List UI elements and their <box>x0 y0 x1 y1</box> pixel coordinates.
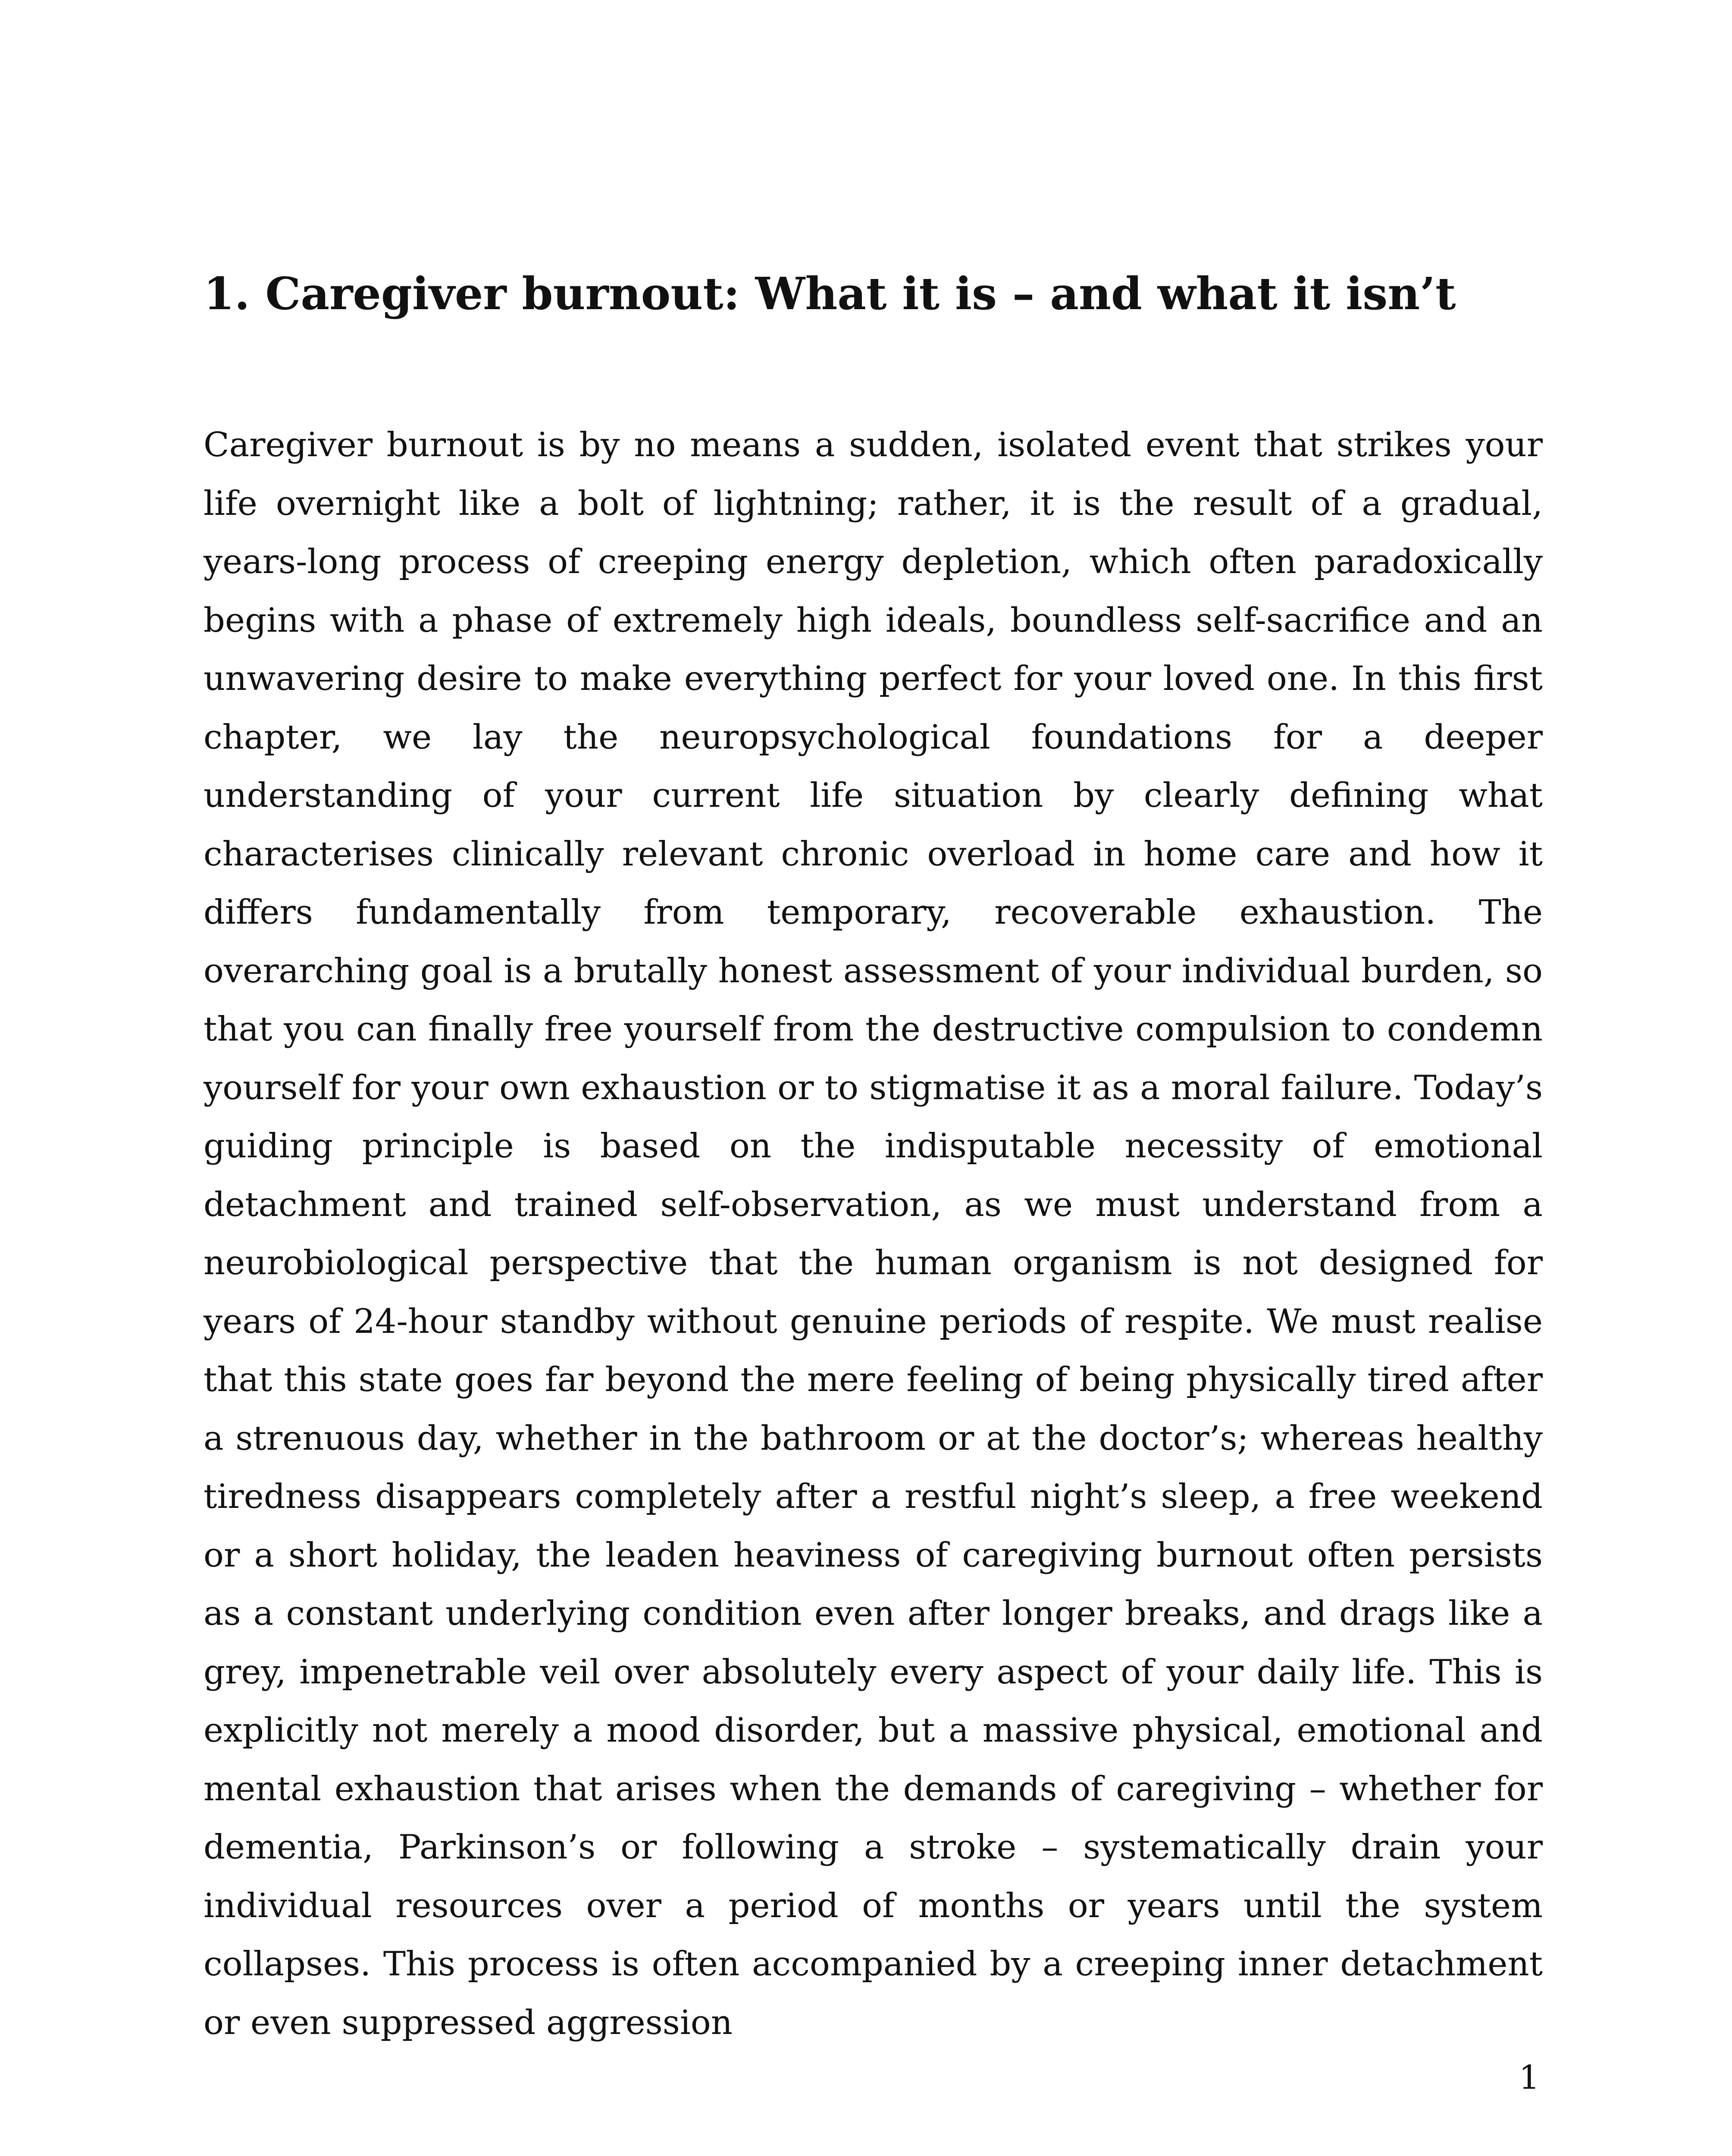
body-paragraph: Caregiver burnout is by no means a sudden, isolated event that strikes your life overnight like a bolt of lightning; rather, it is the result of a gradual, years-long process of creeping energy depletion, which often paradoxically begins with a phase of extremely high ideals, boundless self-sacrifice and an unwavering desire to make everything perfect for your loved one. In this first chapter, we lay the neuropsychological foundations for a deeper understanding of your current life situation by clearly defining what characterises clinically relevant chronic overload in home care and how it differs fundamentally from temporary, recoverable exhaustion. The overarching goal is a brutally honest assessment of your individual burden, so that you can finally free yourself from the destructive compulsion to condemn yourself for your own exhaustion or to stigmatise it as a moral failure. Today’s guiding principle is based on the indisputable necessity of emotional detachment and trained self-observation, as we must understand from a neurobiological perspective that the human organism is not designed for years of 24-hour standby without genuine periods of respite. We must realise that this state goes far beyond the mere feeling of being physically tired after a strenuous day, whether in the bathroom or at the doctor’s; whereas healthy tiredness disappears completely after a restful night’s sleep, a free weekend or a short holiday, the leaden heaviness of caregiving burnout often persists as a constant underlying condition even after longer breaks, and drags like a grey, impenetrable veil over absolutely every aspect of your daily life. This is explicitly not merely a mood disorder, but a massive physical, emotional and mental exhaustion that arises when the demands of caregiving – whether for dementia, Parkinson’s or following a stroke – systematically drain your individual resources over a period of months or years until the system collapses. This process is often accompanied by a creeping inner detachment or even suppressed aggression <box>204 426 1543 2042</box>
page-number: 1 <box>1519 2058 1540 2096</box>
chapter-title: 1. Caregiver burnout: What it is – and what it isn’t <box>204 268 1456 320</box>
